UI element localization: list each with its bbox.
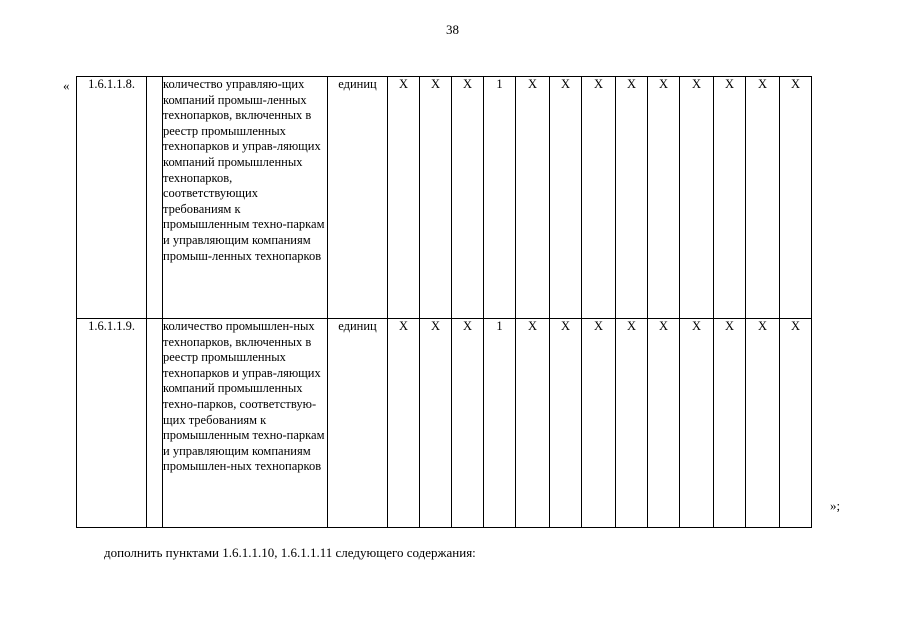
value-cell: X bbox=[582, 77, 616, 319]
value-cell: X bbox=[780, 319, 812, 528]
value-cell: X bbox=[452, 319, 484, 528]
row-unit: единиц bbox=[328, 319, 388, 528]
value-cell: X bbox=[648, 319, 680, 528]
value-cell: X bbox=[516, 319, 550, 528]
table-row bbox=[77, 77, 812, 319]
value-cell: X bbox=[388, 77, 420, 319]
value-cell: 1 bbox=[484, 319, 516, 528]
page-number: 38 bbox=[446, 22, 459, 37]
row-description: количество управляю-щих компаний промыш-ленных технопарков, включенных в реестр промышленных технопарков и управ-ляющих компаний промышленных технопарков, соответствующих требованиям к промышленным техно-паркам и управляющим компаниям промыш-ленных технопарков bbox=[163, 77, 328, 319]
value-cell: X bbox=[452, 77, 484, 319]
value-cell: X bbox=[680, 319, 714, 528]
indicator-table bbox=[76, 76, 812, 528]
value-cell: X bbox=[780, 77, 812, 319]
value-cell: X bbox=[616, 77, 648, 319]
value-cell: 1 bbox=[484, 77, 516, 319]
value-cell: X bbox=[420, 319, 452, 528]
open-quote: « bbox=[63, 78, 70, 93]
row-description: количество промышлен-ных технопарков, включенных в реестр промышленных технопарков и управ-ляющих компаний промышленных техно-парков, соответствую-щих требованиям к промышленным техно-паркам и управляющим компаниям промышлен-ных технопарков bbox=[163, 319, 328, 528]
empty-cell bbox=[147, 77, 163, 319]
value-cell: X bbox=[746, 319, 780, 528]
value-cell: X bbox=[746, 77, 780, 319]
row-unit: единиц bbox=[328, 77, 388, 319]
value-cell: X bbox=[582, 319, 616, 528]
row-number: 1.6.1.1.9. bbox=[77, 319, 147, 528]
table-row bbox=[77, 319, 812, 528]
empty-cell bbox=[147, 319, 163, 528]
value-cell: X bbox=[616, 319, 648, 528]
value-cell: X bbox=[648, 77, 680, 319]
value-cell: X bbox=[714, 319, 746, 528]
amendment-paragraph: дополнить пунктами 1.6.1.1.10, 1.6.1.1.11 следующего содержания: bbox=[104, 545, 476, 560]
value-cell: X bbox=[516, 77, 550, 319]
row-number: 1.6.1.1.8. bbox=[77, 77, 147, 319]
value-cell: X bbox=[388, 319, 420, 528]
close-quote: »; bbox=[830, 498, 841, 513]
value-cell: X bbox=[680, 77, 714, 319]
value-cell: X bbox=[420, 77, 452, 319]
value-cell: X bbox=[714, 77, 746, 319]
value-cell: X bbox=[550, 319, 582, 528]
value-cell: X bbox=[550, 77, 582, 319]
